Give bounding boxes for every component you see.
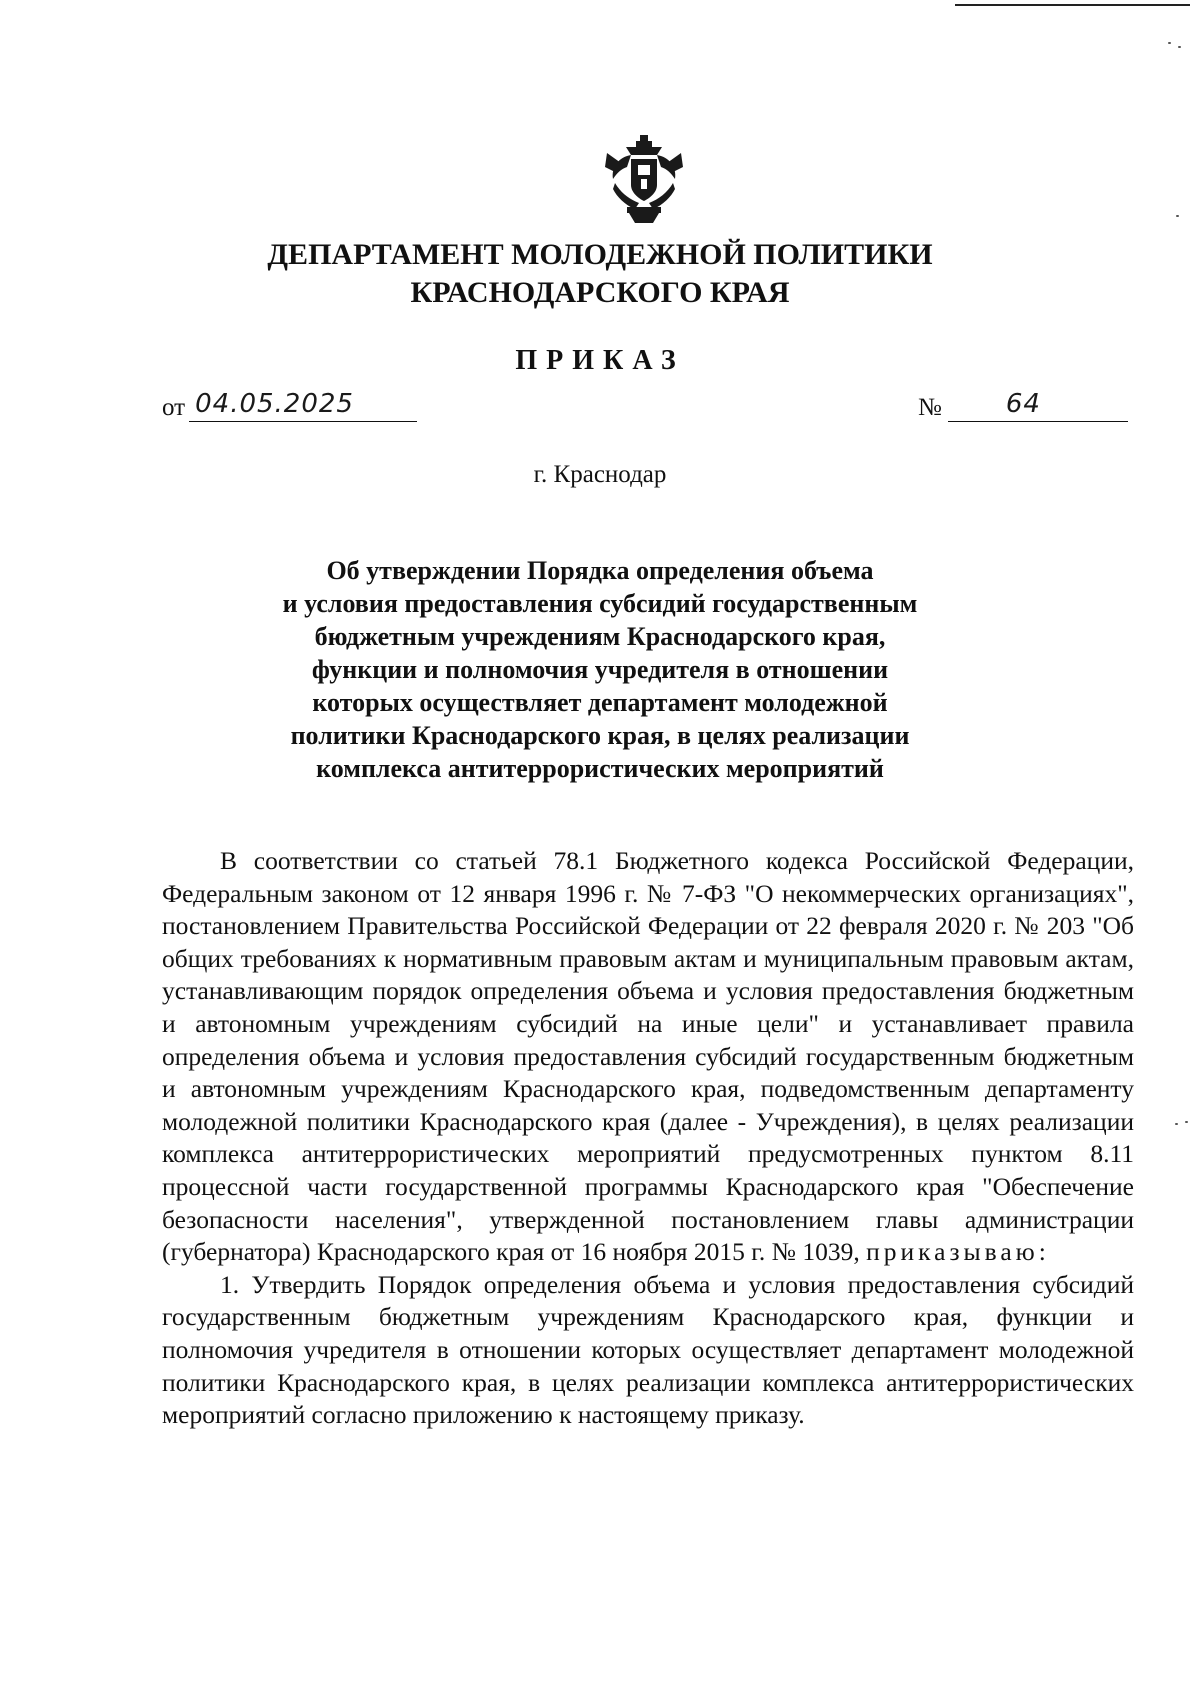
order-verb: приказываю: xyxy=(866,1237,1050,1267)
title-line: бюджетным учреждениям Краснодарского края, xyxy=(314,622,886,651)
city-line: г. Краснодар xyxy=(533,461,667,488)
date-prefix: от xyxy=(162,394,186,421)
number-field xyxy=(948,389,1128,422)
preamble-text: В соответствии со статьей 78.1 Бюджетного кодекса Российской Федерации, Федеральным законом от 12 января 1996 г. № 7-ФЗ "О некоммерческих организациях", постановлением Правительства Российской Федерации от 22 февраля 2020 г. № 203 "Об общих требованиях к нормативным правовым актам и муниципальным правовым актам, устанавливающим порядок определения объема и условия предоставления бюджетным и автономным учреждениям субсидий на иные цели" и устанавливает правила определения объема и условия предоставления субсидий государственным бюджетным и автономным учреждениям Краснодарского края, подведомственным департаменту молодежной политики Краснодарского края (далее - Учреждения), в целях реализации комплекса антитеррористических мероприятий предусмотренных пунктом 8.11 процессной части государственной программы Краснодарского края "Обеспечение безопасности населения", утвержденной постановлением главы администрации (губернатора) Краснодарского края от 16 ноября 2015 г. № 1039, xyxy=(162,846,1134,1267)
scan-artifact-line xyxy=(955,4,1190,6)
order-body xyxy=(162,845,1134,1432)
coat-of-arms-icon xyxy=(601,133,687,225)
scan-speck xyxy=(1185,1121,1188,1123)
title-line: которых осуществляет департамент молодежной xyxy=(312,688,888,717)
title-line: функции и полномочия учредителя в отношении xyxy=(311,655,889,684)
title-line: политики Краснодарского края, в целях реализации xyxy=(290,721,910,750)
clause-1-paragraph: 1. Утвердить Порядок определения объема и условия предоставления субсидий государственным бюджетным учреждениям Краснодарского края, функции и полномочия учредителя в отношении которых осуществляет департамент молодежной политики Краснодарского края, в целях реализации комплекса антитеррористических мероприятий согласно приложению к настоящему приказу. xyxy=(162,1269,1134,1430)
title-line: и условия предоставления субсидий государственным xyxy=(282,589,918,618)
scan-speck xyxy=(1176,215,1179,217)
order-number-row xyxy=(918,389,1128,426)
date-field xyxy=(189,389,417,422)
number-prefix: № xyxy=(918,394,942,421)
department-name-line2: КРАСНОДАРСКОГО КРАЯ xyxy=(410,276,790,309)
title-line: комплекса антитеррористических мероприятий xyxy=(316,754,884,783)
preamble-paragraph xyxy=(162,845,1134,1269)
handwritten-date: 04.05.2025 xyxy=(195,389,354,419)
scan-speck xyxy=(1168,42,1171,44)
scan-speck xyxy=(1175,1123,1178,1125)
department-name-line1: ДЕПАРТАМЕНТ МОЛОДЕЖНОЙ ПОЛИТИКИ xyxy=(267,238,933,271)
handwritten-number: 64 xyxy=(1005,389,1041,419)
document-type-heading: ПРИКАЗ xyxy=(515,345,685,376)
scan-speck xyxy=(1178,46,1181,48)
title-line: Об утверждении Порядка определения объема xyxy=(326,556,874,585)
order-title xyxy=(0,554,1200,785)
order-date-row xyxy=(162,389,417,426)
